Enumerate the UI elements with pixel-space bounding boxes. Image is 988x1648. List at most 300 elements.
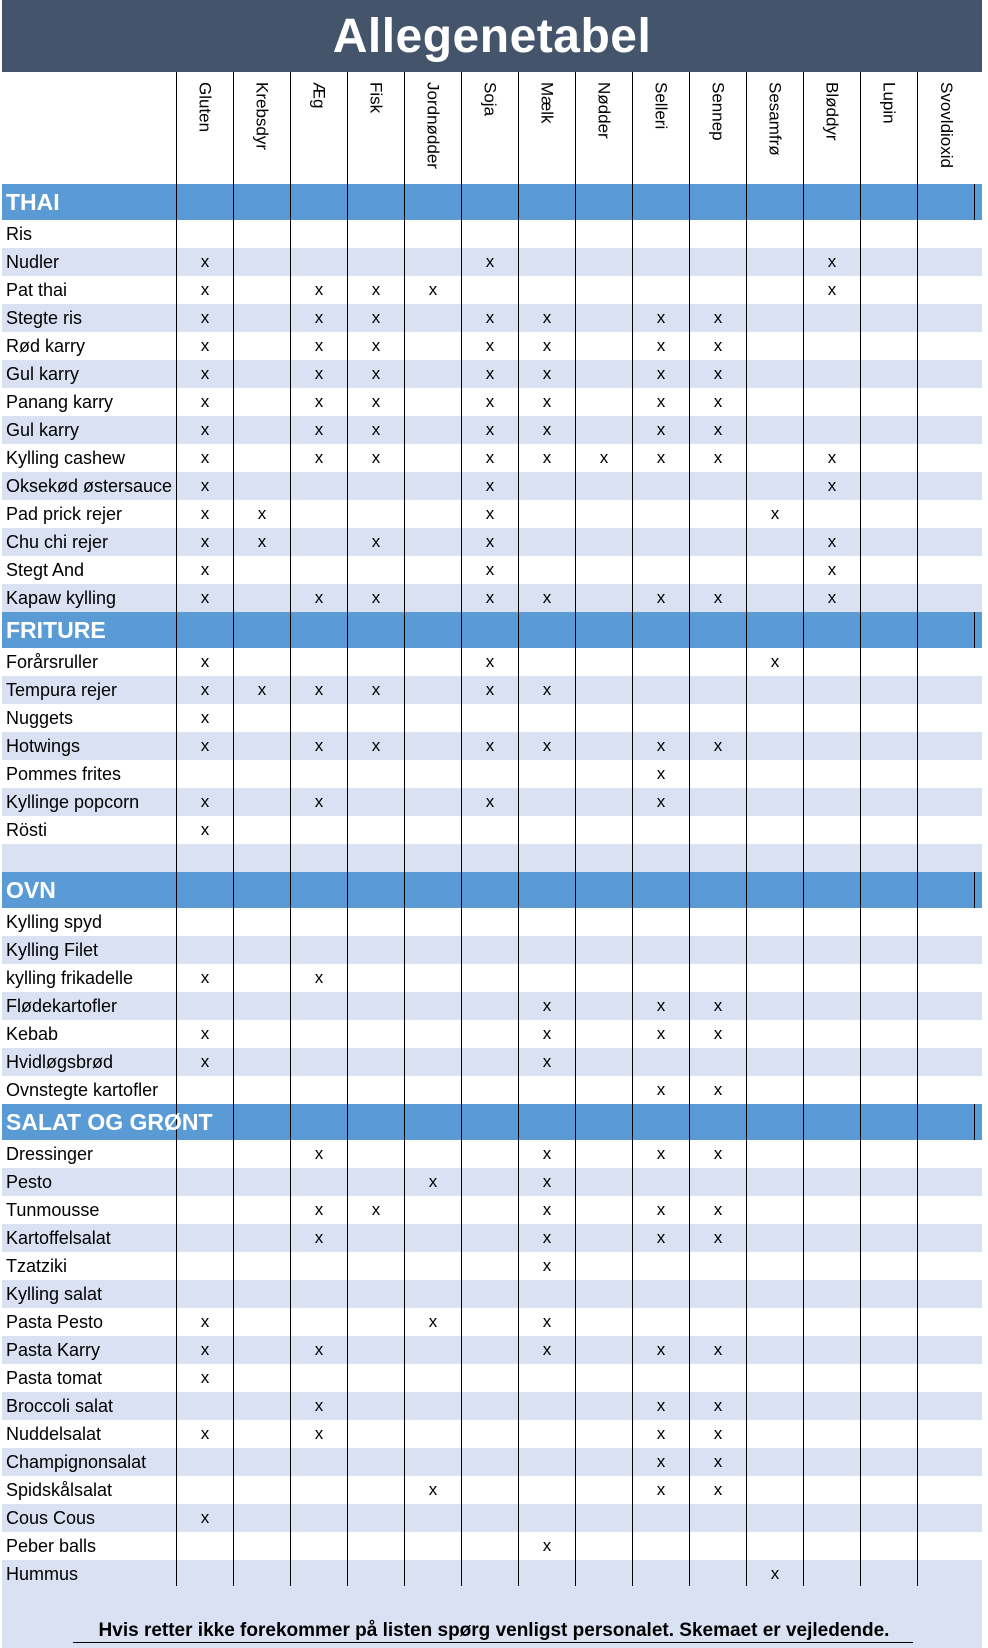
allergen-cell xyxy=(462,1560,519,1588)
allergen-cell xyxy=(576,1308,633,1336)
dish-row xyxy=(2,1532,982,1560)
allergen-cell xyxy=(861,1448,918,1476)
allergen-cell xyxy=(234,584,291,612)
allergen-cell xyxy=(918,360,975,388)
allergen-cell xyxy=(804,1448,861,1476)
allergen-cell xyxy=(291,964,348,992)
allergen-cell xyxy=(177,704,234,732)
allergen-cell xyxy=(690,1020,747,1048)
section-cell xyxy=(234,612,291,648)
dish-row xyxy=(2,1448,982,1476)
section-cell xyxy=(177,872,234,908)
allergen-cell xyxy=(747,1252,804,1280)
allergen-cell xyxy=(576,332,633,360)
allergen-cell xyxy=(291,1448,348,1476)
allergen-cell xyxy=(918,304,975,332)
section-cell xyxy=(462,1104,519,1140)
allergen-mark: x xyxy=(257,532,267,551)
allergen-cell xyxy=(177,584,234,612)
allergen-header-cell xyxy=(576,72,633,184)
dish-row xyxy=(2,1420,982,1448)
allergen-cell xyxy=(576,704,633,732)
allergen-cell xyxy=(234,332,291,360)
allergen-cell xyxy=(690,760,747,788)
allergen-mark: x xyxy=(371,336,381,355)
section-cell xyxy=(690,612,747,648)
allergen-cell xyxy=(405,648,462,676)
allergen-cell xyxy=(576,1140,633,1168)
allergen-cell xyxy=(234,248,291,276)
allergen-cell xyxy=(177,1280,234,1308)
allergen-cell xyxy=(861,1392,918,1420)
allergen-mark: x xyxy=(656,1228,666,1247)
dish-row xyxy=(2,528,982,556)
allergen-cell xyxy=(861,1048,918,1076)
allergen-cell xyxy=(804,360,861,388)
dish-name: Kartoffelsalat xyxy=(2,1224,177,1252)
allergen-cell xyxy=(576,1532,633,1560)
allergen-cell xyxy=(861,704,918,732)
allergen-cell xyxy=(234,1280,291,1308)
allergen-cell xyxy=(234,676,291,704)
allergen-mark: x xyxy=(200,420,210,439)
allergen-cell xyxy=(177,1140,234,1168)
allergen-cell xyxy=(804,1420,861,1448)
section-cell xyxy=(633,872,690,908)
allergen-cell xyxy=(804,1364,861,1392)
allergen-cell xyxy=(177,648,234,676)
allergen-cell xyxy=(405,1308,462,1336)
allergen-mark: x xyxy=(371,364,381,383)
allergen-cell xyxy=(918,276,975,304)
allergen-header-cell xyxy=(405,72,462,184)
allergen-cell xyxy=(861,528,918,556)
allergen-cell xyxy=(291,936,348,964)
allergen-cell xyxy=(405,388,462,416)
dish-row xyxy=(2,304,982,332)
allergen-cell xyxy=(291,1336,348,1364)
allergen-cell xyxy=(804,704,861,732)
dish-name: Panang karry xyxy=(2,388,177,416)
allergen-cell xyxy=(918,1196,975,1224)
allergen-cell xyxy=(462,1048,519,1076)
section-cell xyxy=(462,872,519,908)
allergen-cell xyxy=(576,472,633,500)
allergen-cell xyxy=(519,1364,576,1392)
allergen-cell xyxy=(405,1020,462,1048)
allergen-cell xyxy=(234,760,291,788)
allergen-cell xyxy=(633,332,690,360)
allergen-cell xyxy=(348,1224,405,1252)
allergen-cell xyxy=(861,332,918,360)
allergen-cell xyxy=(576,1224,633,1252)
allergen-cell xyxy=(462,992,519,1020)
allergen-mark: x xyxy=(713,1340,723,1359)
allergen-mark: x xyxy=(656,1200,666,1219)
allergen-cell xyxy=(861,1196,918,1224)
section-header-row xyxy=(2,184,982,220)
section-cell xyxy=(690,184,747,220)
dish-name: Hvidløgsbrød xyxy=(2,1048,177,1076)
dish-name: Rød karry xyxy=(2,332,177,360)
section-cell xyxy=(519,612,576,648)
allergen-cell xyxy=(804,788,861,816)
allergen-cell xyxy=(177,388,234,416)
section-cell xyxy=(576,612,633,648)
allergen-cell xyxy=(348,360,405,388)
allergen-cell xyxy=(576,908,633,936)
allergen-mark: x xyxy=(314,1424,324,1443)
allergen-cell xyxy=(234,304,291,332)
allergen-mark: x xyxy=(485,420,495,439)
allergen-cell xyxy=(747,1048,804,1076)
allergen-cell xyxy=(462,1476,519,1504)
dish-row xyxy=(2,964,982,992)
allergen-cell xyxy=(633,1476,690,1504)
allergen-cell xyxy=(918,676,975,704)
allergen-cell xyxy=(462,1252,519,1280)
allergen-cell xyxy=(519,1252,576,1280)
allergen-cell xyxy=(747,844,804,872)
allergen-cell xyxy=(804,1196,861,1224)
allergen-cell xyxy=(234,472,291,500)
allergen-cell xyxy=(348,1020,405,1048)
allergen-header-cell xyxy=(804,72,861,184)
allergen-cell xyxy=(348,1420,405,1448)
section-cell xyxy=(804,872,861,908)
allergen-cell xyxy=(519,1420,576,1448)
allergen-cell xyxy=(405,992,462,1020)
allergen-cell xyxy=(861,992,918,1020)
allergen-cell xyxy=(291,472,348,500)
dish-name: Ovnstegte kartofler xyxy=(2,1076,177,1104)
allergen-cell xyxy=(177,1532,234,1560)
allergen-mark: x xyxy=(314,1228,324,1247)
allergen-cell xyxy=(918,1140,975,1168)
dish-name: Kylling spyd xyxy=(2,908,177,936)
allergen-cell xyxy=(747,304,804,332)
allergen-cell xyxy=(576,1448,633,1476)
allergen-mark: x xyxy=(485,448,495,467)
allergen-cell xyxy=(576,388,633,416)
dish-name: Pasta Pesto xyxy=(2,1308,177,1336)
allergen-cell xyxy=(519,304,576,332)
allergen-cell xyxy=(690,1196,747,1224)
allergen-mark: x xyxy=(428,280,438,299)
dish-row xyxy=(2,908,982,936)
allergen-mark: x xyxy=(371,280,381,299)
allergen-mark: x xyxy=(257,680,267,699)
allergen-cell xyxy=(348,1532,405,1560)
allergen-cell xyxy=(519,1448,576,1476)
allergen-mark: x xyxy=(200,968,210,987)
allergen-mark: x xyxy=(713,1228,723,1247)
allergen-cell xyxy=(690,1532,747,1560)
allergen-cell xyxy=(405,1224,462,1252)
allergen-mark: x xyxy=(713,996,723,1015)
allergen-mark: x xyxy=(314,1200,324,1219)
allergen-header-label: Nødder xyxy=(594,82,614,139)
allergen-cell xyxy=(804,964,861,992)
section-cell xyxy=(462,612,519,648)
allergen-cell xyxy=(576,1560,633,1588)
allergen-cell xyxy=(291,276,348,304)
dish-row xyxy=(2,760,982,788)
allergen-mark: x xyxy=(200,336,210,355)
allergen-cell xyxy=(861,732,918,760)
section-header-row xyxy=(2,1104,982,1140)
allergen-cell xyxy=(633,1168,690,1196)
allergen-mark: x xyxy=(656,336,666,355)
dish-row xyxy=(2,1140,982,1168)
allergen-cell xyxy=(576,992,633,1020)
allergen-cell xyxy=(690,788,747,816)
allergen-header-label: Sennep xyxy=(708,82,728,141)
allergen-mark: x xyxy=(485,736,495,755)
dish-row xyxy=(2,416,982,444)
allergen-cell xyxy=(690,1392,747,1420)
dish-name: Nuggets xyxy=(2,704,177,732)
section-cell xyxy=(291,184,348,220)
allergen-cell xyxy=(348,1560,405,1588)
allergen-cell xyxy=(234,908,291,936)
allergen-cell xyxy=(348,732,405,760)
allergen-cell xyxy=(690,444,747,472)
allergen-cell xyxy=(405,788,462,816)
allergen-cell xyxy=(405,936,462,964)
allergen-cell xyxy=(633,648,690,676)
allergen-mark: x xyxy=(656,1424,666,1443)
dish-name: Tunmousse xyxy=(2,1196,177,1224)
dish-name xyxy=(2,844,177,872)
allergen-cell xyxy=(462,704,519,732)
allergen-cell xyxy=(462,444,519,472)
allergen-cell xyxy=(747,276,804,304)
allergen-cell xyxy=(234,444,291,472)
allergen-mark: x xyxy=(827,588,837,607)
allergen-mark: x xyxy=(656,1480,666,1499)
allergen-cell xyxy=(519,584,576,612)
allergen-cell xyxy=(462,472,519,500)
allergen-cell xyxy=(804,276,861,304)
section-cell xyxy=(918,184,975,220)
allergen-cell xyxy=(918,1048,975,1076)
section-cell xyxy=(633,1104,690,1140)
section-cell xyxy=(861,184,918,220)
allergen-cell xyxy=(861,1420,918,1448)
allergen-cell xyxy=(177,220,234,248)
allergen-cell xyxy=(747,444,804,472)
allergen-mark: x xyxy=(542,1340,552,1359)
allergen-header-cell xyxy=(177,72,234,184)
allergen-cell xyxy=(177,556,234,584)
allergen-mark: x xyxy=(485,680,495,699)
allergen-cell xyxy=(177,1392,234,1420)
allergen-mark: x xyxy=(314,1144,324,1163)
allergen-cell xyxy=(291,1560,348,1588)
allergen-cell xyxy=(576,556,633,584)
allergen-header-label: Fisk xyxy=(366,82,386,114)
allergen-cell xyxy=(462,1280,519,1308)
section-cell xyxy=(918,872,975,908)
allergen-cell xyxy=(234,964,291,992)
allergen-mark: x xyxy=(314,392,324,411)
allergen-mark: x xyxy=(200,504,210,523)
allergen-cell xyxy=(918,1224,975,1252)
allergen-cell xyxy=(633,360,690,388)
allergen-cell xyxy=(804,248,861,276)
allergen-mark: x xyxy=(656,1452,666,1471)
allergen-cell xyxy=(633,1364,690,1392)
allergen-mark: x xyxy=(713,1200,723,1219)
allergen-cell xyxy=(861,964,918,992)
allergen-cell xyxy=(576,788,633,816)
allergen-cell xyxy=(804,1308,861,1336)
allergen-mark: x xyxy=(200,588,210,607)
dish-row xyxy=(2,1392,982,1420)
section-cell xyxy=(747,184,804,220)
allergen-cell xyxy=(462,648,519,676)
allergen-cell xyxy=(348,760,405,788)
allergen-cell xyxy=(690,1504,747,1532)
allergen-cell xyxy=(918,1532,975,1560)
allergen-cell xyxy=(348,276,405,304)
allergen-cell xyxy=(519,788,576,816)
allergen-mark: x xyxy=(371,392,381,411)
allergen-mark: x xyxy=(656,764,666,783)
allergen-cell xyxy=(234,1504,291,1532)
dish-row xyxy=(2,1476,982,1504)
allergen-mark: x xyxy=(542,1052,552,1071)
allergen-cell xyxy=(576,276,633,304)
allergen-cell xyxy=(633,304,690,332)
allergen-cell xyxy=(291,1020,348,1048)
allergen-mark: x xyxy=(200,308,210,327)
allergen-cell xyxy=(576,1364,633,1392)
footer-underline xyxy=(73,1642,913,1643)
allergen-cell xyxy=(462,1224,519,1252)
allergen-cell xyxy=(234,1560,291,1588)
allergen-cell xyxy=(234,416,291,444)
allergen-cell xyxy=(291,1476,348,1504)
allergen-cell xyxy=(348,248,405,276)
allergen-cell xyxy=(405,1280,462,1308)
allergen-cell xyxy=(177,732,234,760)
allergen-cell xyxy=(291,1196,348,1224)
allergen-cell xyxy=(918,732,975,760)
allergen-cell xyxy=(519,1308,576,1336)
allergen-cell xyxy=(348,304,405,332)
dish-name: Flødekartofler xyxy=(2,992,177,1020)
allergen-cell xyxy=(690,936,747,964)
allergen-cell xyxy=(576,1280,633,1308)
allergen-cell xyxy=(291,1076,348,1104)
allergen-cell xyxy=(177,1076,234,1104)
dish-row xyxy=(2,1048,982,1076)
allergen-mark: x xyxy=(314,736,324,755)
allergen-mark: x xyxy=(200,1024,210,1043)
allergen-cell xyxy=(177,1336,234,1364)
allergen-cell xyxy=(747,788,804,816)
allergen-mark: x xyxy=(542,392,552,411)
allergen-cell xyxy=(234,1420,291,1448)
allergen-cell xyxy=(804,1532,861,1560)
allergen-cell xyxy=(519,1336,576,1364)
allergen-cell xyxy=(405,964,462,992)
dish-row xyxy=(2,444,982,472)
dish-row xyxy=(2,1020,982,1048)
allergen-mark: x xyxy=(485,392,495,411)
allergen-cell xyxy=(861,1168,918,1196)
allergen-cell xyxy=(747,1532,804,1560)
allergen-cell xyxy=(861,472,918,500)
allergen-cell xyxy=(234,1252,291,1280)
allergen-cell xyxy=(804,304,861,332)
allergen-mark: x xyxy=(485,476,495,495)
allergen-cell xyxy=(291,1504,348,1532)
allergen-mark: x xyxy=(200,476,210,495)
dish-row xyxy=(2,1504,982,1532)
allergen-cell xyxy=(918,1308,975,1336)
allergen-cell xyxy=(747,388,804,416)
allergen-cell xyxy=(918,936,975,964)
allergen-cell xyxy=(747,992,804,1020)
allergen-cell xyxy=(633,584,690,612)
allergen-cell xyxy=(234,788,291,816)
allergen-cell xyxy=(348,788,405,816)
allergen-cell xyxy=(576,1020,633,1048)
allergen-cell xyxy=(633,1076,690,1104)
allergen-cell xyxy=(348,1076,405,1104)
section-cell xyxy=(348,612,405,648)
allergen-cell xyxy=(405,416,462,444)
dish-name: Kylling Filet xyxy=(2,936,177,964)
allergen-cell xyxy=(576,1392,633,1420)
allergen-cell xyxy=(291,1252,348,1280)
section-cell xyxy=(234,872,291,908)
allergen-cell xyxy=(861,936,918,964)
allergen-cell xyxy=(462,1448,519,1476)
allergen-cell xyxy=(690,472,747,500)
allergen-cell xyxy=(918,1020,975,1048)
allergen-header-label: Soja xyxy=(480,82,500,117)
allergen-cell xyxy=(348,1196,405,1224)
section-cell xyxy=(405,872,462,908)
allergen-cell xyxy=(462,760,519,788)
allergen-cell xyxy=(690,992,747,1020)
allergen-cell xyxy=(747,248,804,276)
allergen-cell xyxy=(576,248,633,276)
allergen-cell xyxy=(177,276,234,304)
allergen-cell xyxy=(918,1168,975,1196)
allergen-mark: x xyxy=(200,820,210,839)
allergen-cell xyxy=(690,1420,747,1448)
dish-row xyxy=(2,732,982,760)
allergen-cell xyxy=(348,444,405,472)
allergen-cell xyxy=(177,676,234,704)
allergen-cell xyxy=(747,760,804,788)
allergen-mark: x xyxy=(371,736,381,755)
allergen-cell xyxy=(291,528,348,556)
allergen-cell xyxy=(747,1196,804,1224)
allergen-header-cell xyxy=(519,72,576,184)
allergen-cell xyxy=(177,500,234,528)
allergen-cell xyxy=(747,1476,804,1504)
allergen-cell xyxy=(405,844,462,872)
allergen-cell xyxy=(177,1420,234,1448)
allergen-cell xyxy=(291,388,348,416)
allergen-cell xyxy=(804,1140,861,1168)
